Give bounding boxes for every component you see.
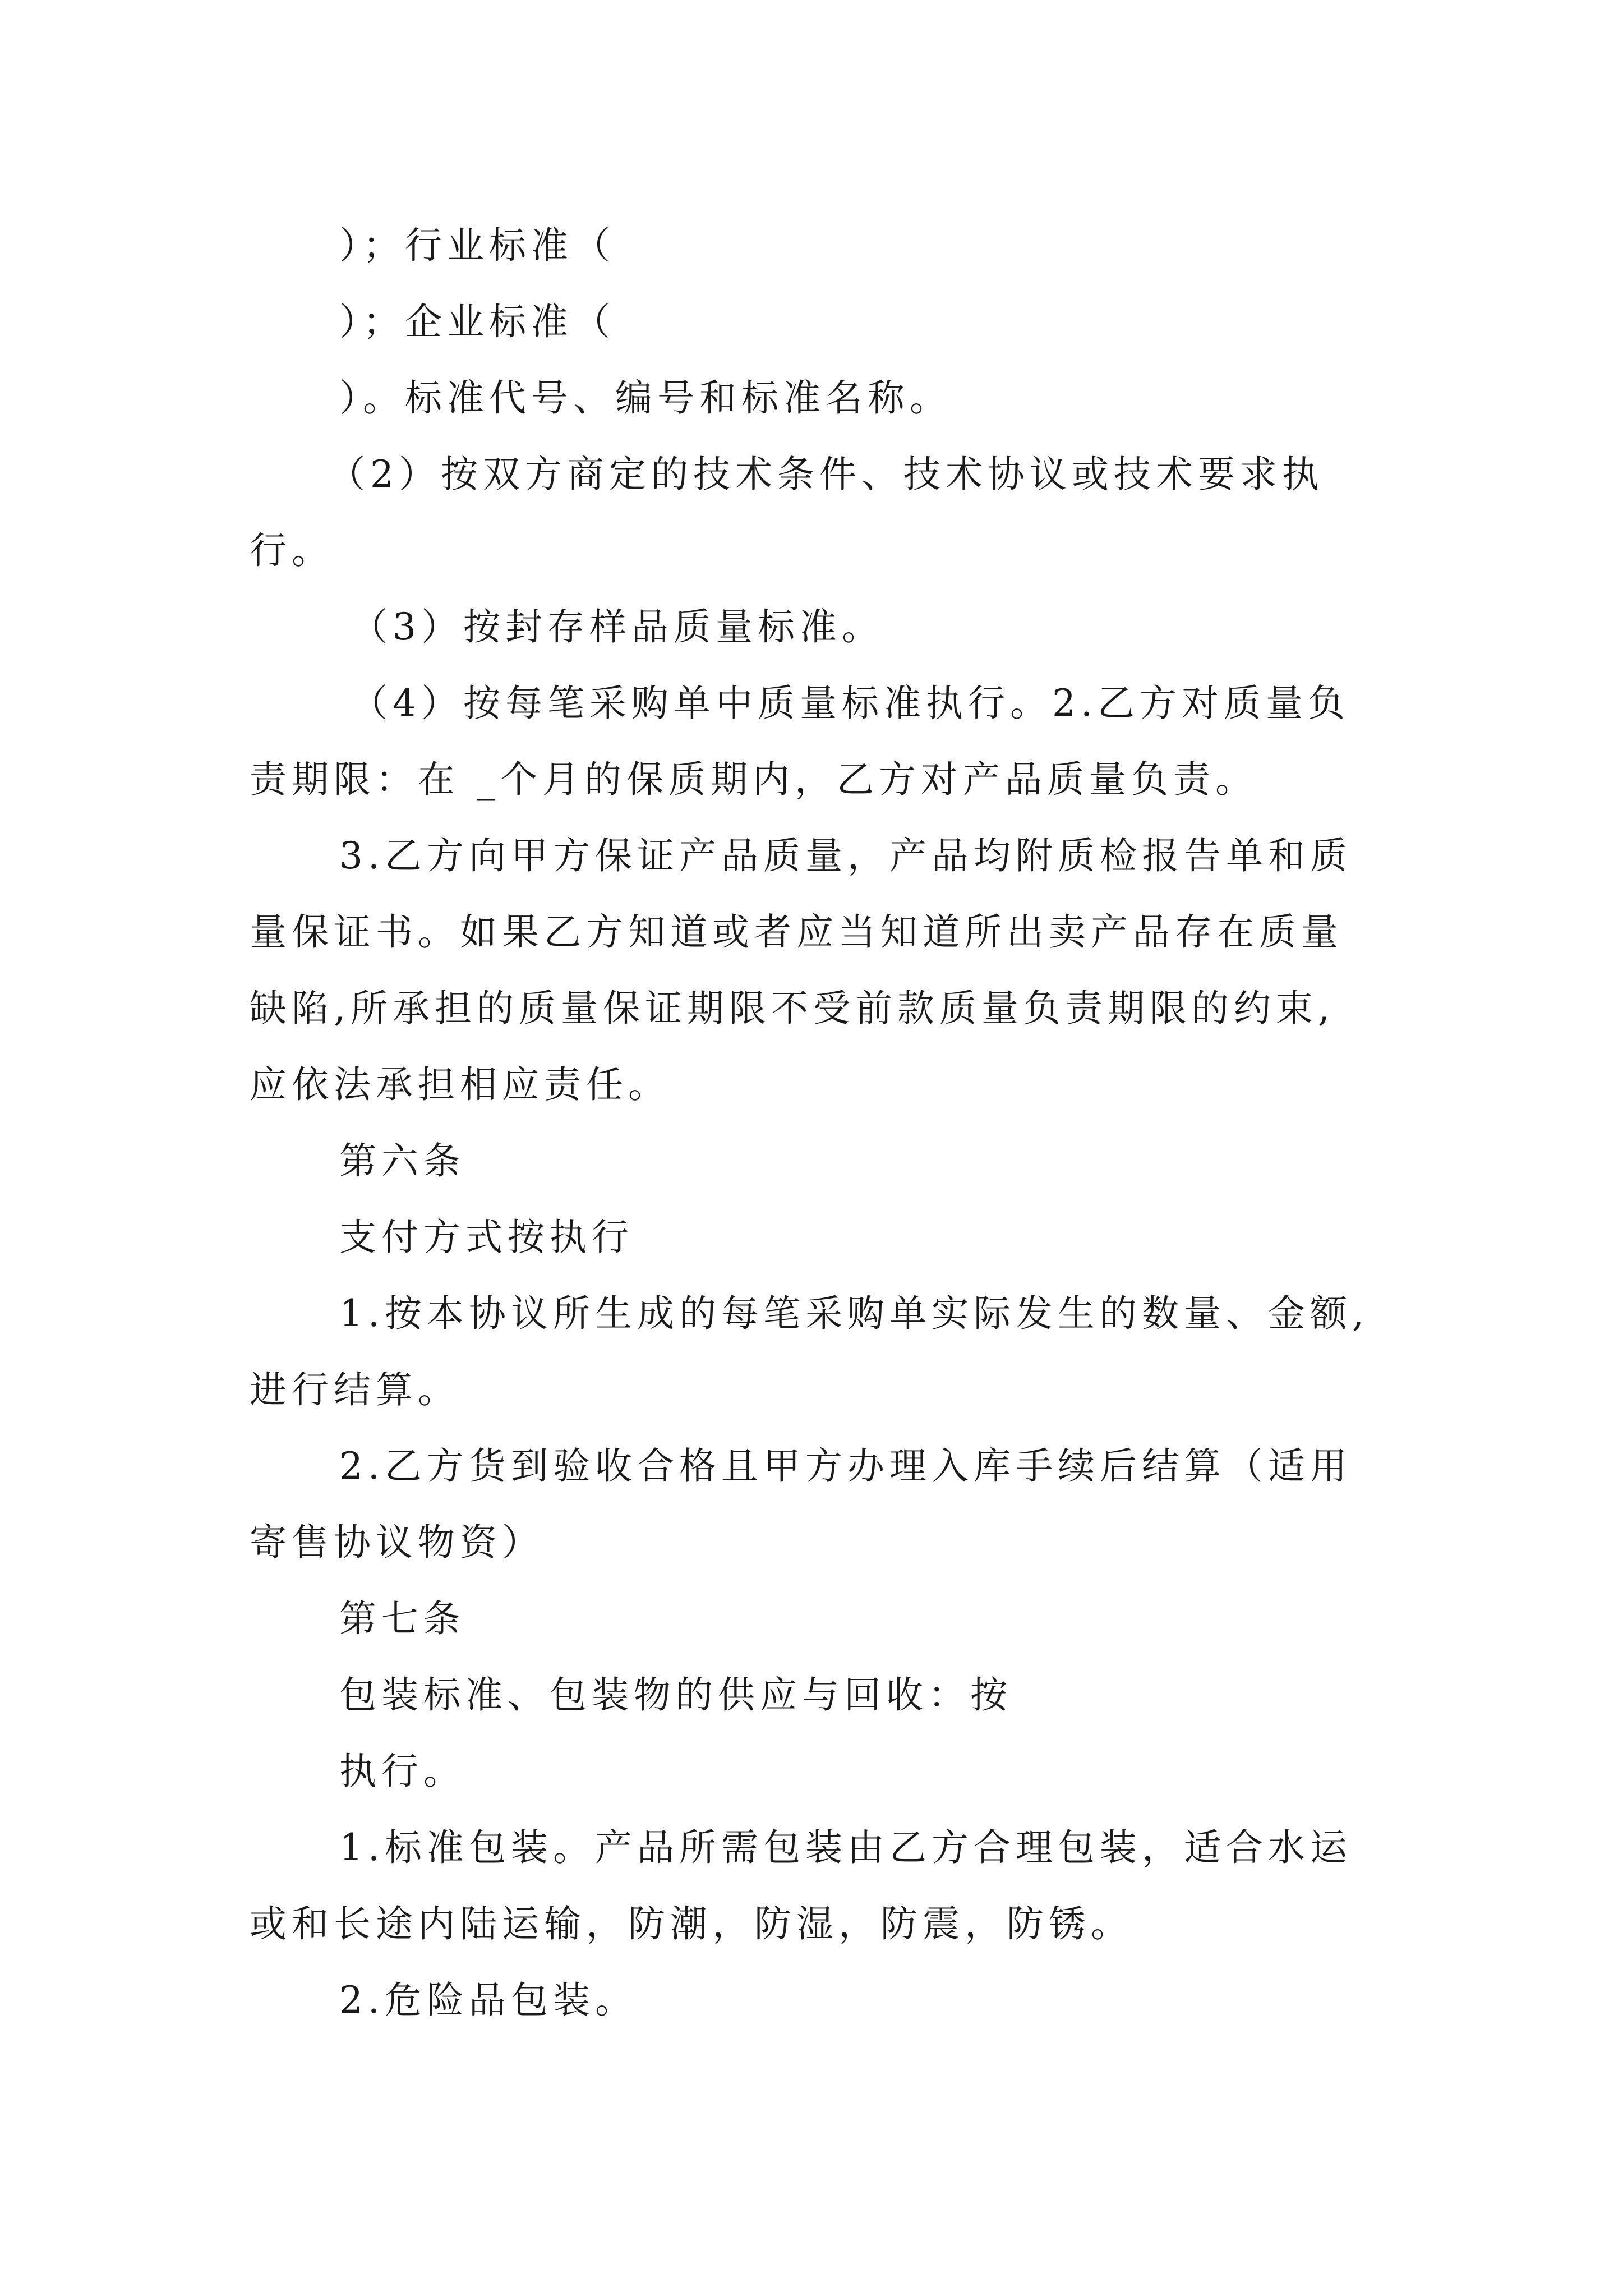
text-line: 量保证书。如果乙方知道或者应当知道所出卖产品存在质量 <box>250 910 1343 954</box>
text-line: 或和长途内陆运输，防潮，防湿，防震，防锈。 <box>250 1902 1133 1945</box>
text-line: ）。标准代号、编号和标准名称。 <box>339 376 952 420</box>
text-line: 责期限：在 _个月的保质期内，乙方对产品质量负责。 <box>250 758 1257 801</box>
text-line: 1.标准包装。产品所需包装由乙方合理包装，适合水运 <box>339 1826 1352 1869</box>
text-line: 包装标准、包装物的供应与回收：按 <box>339 1673 1012 1717</box>
text-line: 缺陷,所承担的质量保证期限不受前款质量负责期限的约束, <box>250 987 1335 1030</box>
text-line: ）；企业标准（ <box>339 300 615 343</box>
text-line: 2.危险品包装。 <box>339 1978 637 2022</box>
text-line: （4）按每笔采购单中质量标准执行。2.乙方对质量负 <box>351 682 1350 725</box>
article-heading: 第七条 <box>339 1597 465 1640</box>
text-line: ）；行业标准（ <box>339 224 615 267</box>
text-line: 进行结算。 <box>250 1368 460 1411</box>
text-line: 寄售协议物资） <box>250 1521 544 1564</box>
article-heading: 第六条 <box>339 1139 465 1182</box>
document-body <box>250 208 1388 2039</box>
text-line: （2）按双方商定的技术条件、技术协议或技术要求执 <box>328 453 1324 496</box>
text-line: 应依法承担相应责任。 <box>250 1063 670 1106</box>
text-line: 3.乙方向甲方保证产品质量，产品均附质检报告单和质 <box>339 834 1352 877</box>
text-line: 1.按本协议所生成的每笔采购单实际发生的数量、金额, <box>339 1292 1369 1335</box>
text-line: 2.乙方货到验收合格且甲方办理入库手续后结算（适用 <box>339 1444 1352 1488</box>
text-line: 行。 <box>250 529 334 572</box>
text-line: 支付方式按执行 <box>339 1216 634 1259</box>
text-line: （3）按封存样品质量标准。 <box>351 605 884 648</box>
text-line: 执行。 <box>339 1750 465 1793</box>
